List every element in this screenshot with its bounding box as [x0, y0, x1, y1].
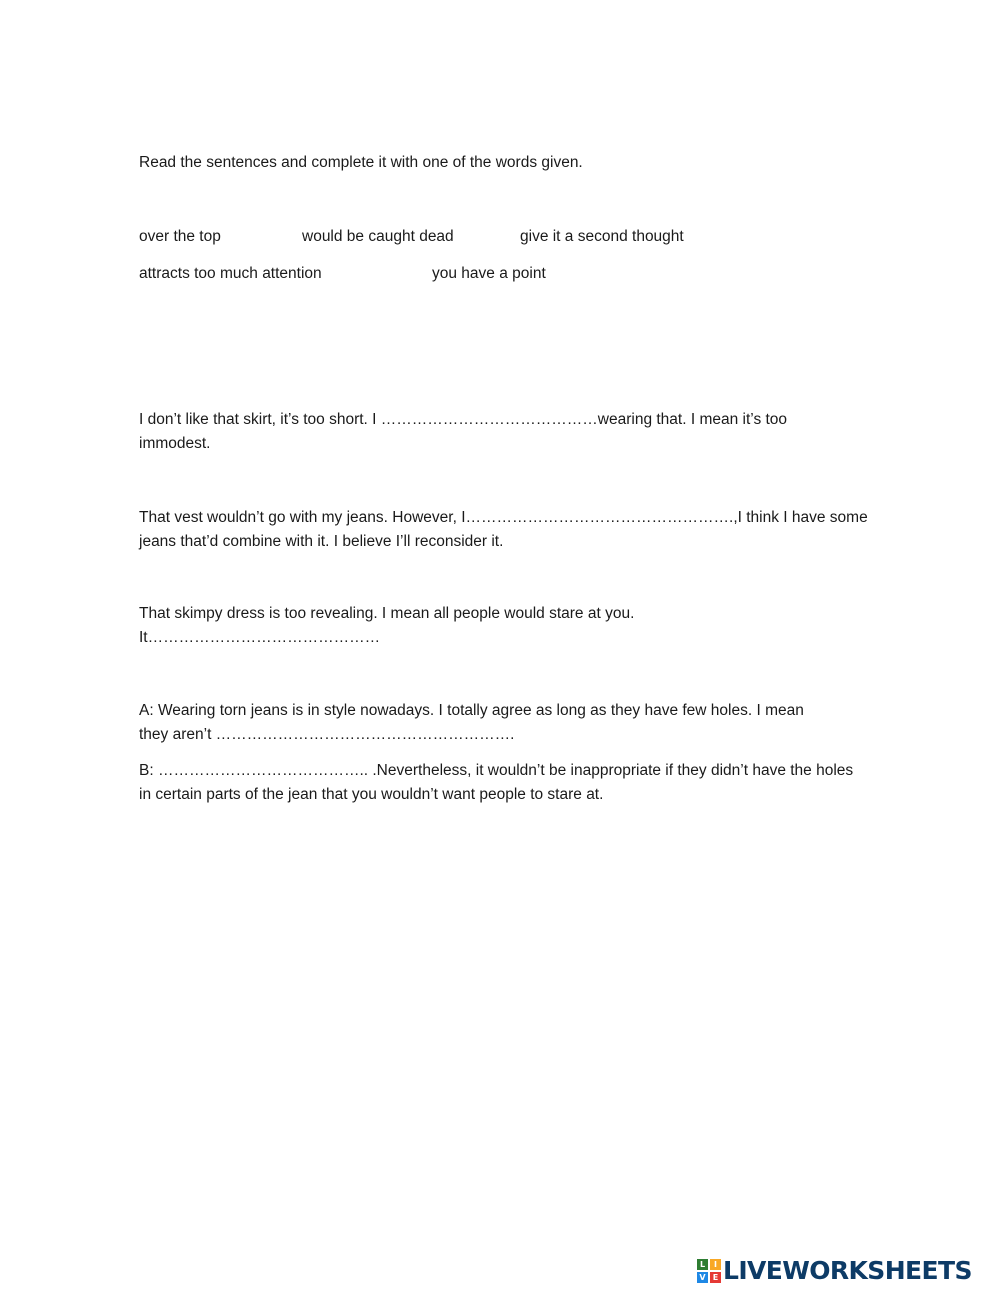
logo-tile: E [710, 1272, 721, 1283]
logo-tile: I [710, 1259, 721, 1270]
word-bank-item: over the top [139, 228, 221, 245]
word-bank-item: would be caught dead [302, 228, 454, 245]
exercise-line: they aren’t …………………………………………………. [139, 725, 515, 743]
exercise-line: in certain parts of the jean that you wouldn’t want people to stare at. [139, 785, 604, 803]
exercise-line: B: ………………………………….. .Nevertheless, it wouldn’t be inappropriate if they didn’t have the holes [139, 762, 854, 779]
exercise-line: immodest. [139, 434, 211, 452]
logo-tile: V [697, 1272, 708, 1283]
logo-tile: L [697, 1259, 708, 1270]
word-bank-item: give it a second thought [520, 228, 684, 245]
exercise-4-b [139, 759, 874, 806]
logo-tiles-icon [697, 1259, 721, 1283]
exercise-line: That vest wouldn’t go with my jeans. However, I…………………………………………….,I think I have some [139, 509, 868, 526]
logo-text: LIVEWORKSHEETS [723, 1255, 972, 1285]
exercise-2 [139, 506, 874, 553]
exercise-1 [139, 408, 874, 455]
exercise-line: It……………………………………… [139, 628, 381, 646]
exercise-line: jeans that’d combine with it. I believe I’ll reconsider it. [139, 532, 504, 550]
word-bank-item: you have a point [432, 265, 546, 282]
exercise-4-a [139, 699, 874, 746]
instruction-text: Read the sentences and complete it with one of the words given. [139, 154, 583, 171]
exercise-3 [139, 602, 874, 649]
word-bank-item: attracts too much attention [139, 265, 322, 282]
exercise-line: That skimpy dress is too revealing. I mean all people would stare at you. [139, 605, 635, 622]
liveworksheets-logo [697, 1256, 993, 1284]
exercise-line: A: Wearing torn jeans is in style nowadays. I totally agree as long as they have few holes. I mean [139, 702, 804, 719]
exercise-line: I don’t like that skirt, it’s too short. I ……………………………………wearing that. I mean it’s too [139, 411, 788, 428]
